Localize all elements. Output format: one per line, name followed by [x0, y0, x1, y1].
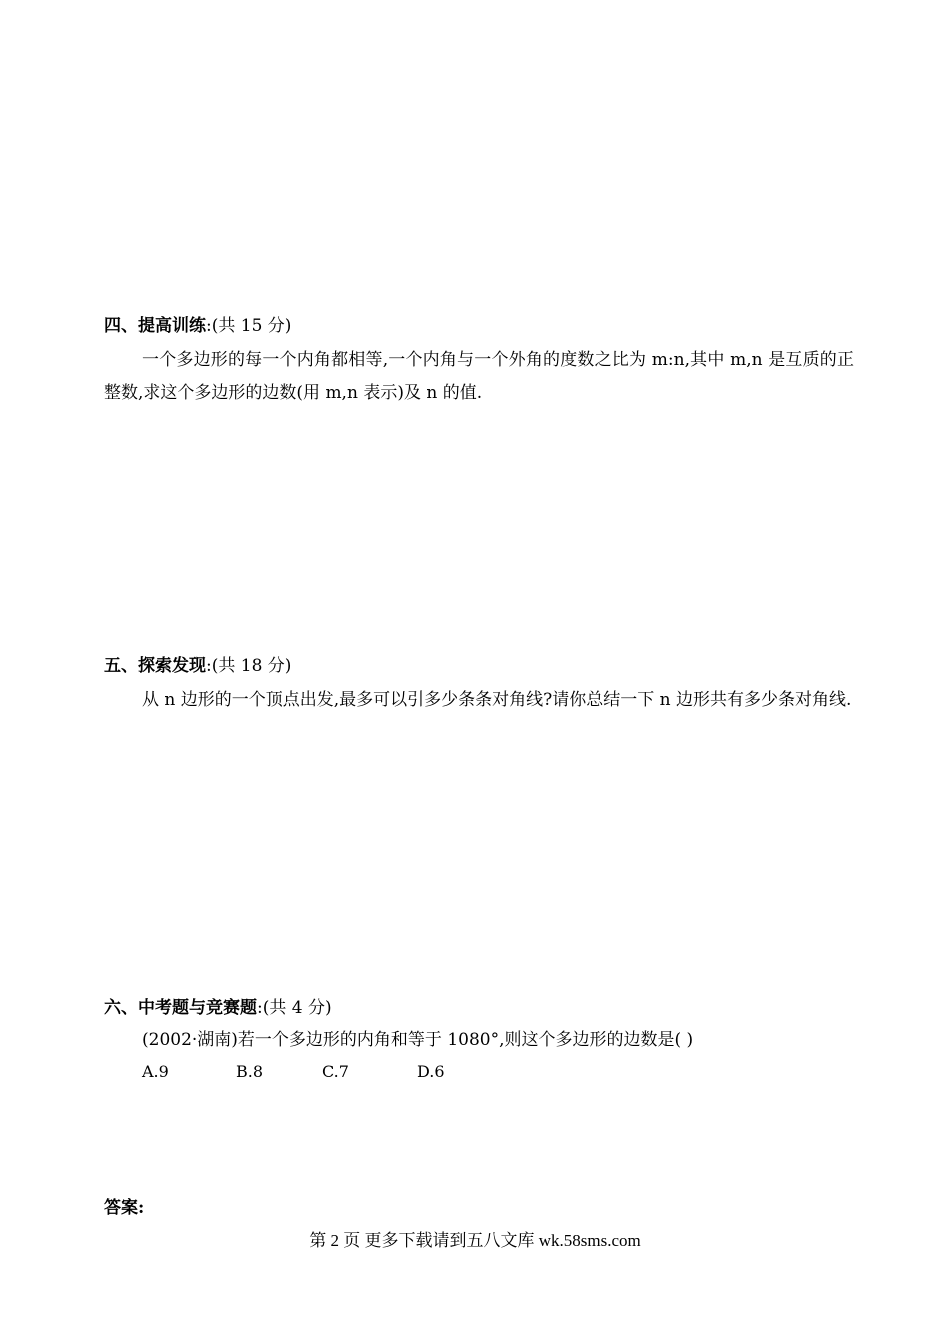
page-footer: 第 2 页 更多下载请到五八文库 wk.58sms.com: [309, 1231, 641, 1250]
option-c: C.7: [322, 1062, 349, 1081]
option-b: B.8: [236, 1062, 264, 1081]
section-title: 五、探索发现: [104, 656, 206, 676]
section-score: :(共 18 分): [206, 656, 292, 676]
section-heading: [104, 996, 854, 1020]
section-exploration: [104, 654, 854, 717]
question-text: (2002·湖南)若一个多边形的内角和等于 1080°,则这个多边形的边数是( ): [142, 1030, 694, 1050]
section-exam-competition: [104, 996, 854, 1084]
option-d: D.6: [417, 1062, 445, 1081]
section-title: 六、中考题与竞赛题: [104, 998, 257, 1018]
question-text: 从 n 边形的一个顶点出发,最多可以引多少条条对角线?请你总结一下 n 边形共有多少条对角线.: [142, 690, 852, 710]
section-heading: [104, 654, 854, 678]
answer-options: [104, 1060, 854, 1084]
section-score: :(共 4 分): [257, 998, 332, 1018]
section-title: 四、提高训练: [104, 316, 206, 336]
option-a: A.9: [142, 1062, 169, 1081]
question-text: 一个多边形的每一个内角都相等,一个内角与一个外角的度数之比为 m:n,其中 m,n 是互质的正整数,求这个多边形的边数(用 m,n 表示)及 n 的值.: [104, 350, 854, 403]
section-score: :(共 15 分): [206, 316, 292, 336]
section-heading: [104, 314, 854, 338]
answer-label-text: 答案:: [104, 1198, 145, 1218]
section-improvement-training: [104, 314, 854, 410]
answer-label: [104, 1196, 854, 1220]
